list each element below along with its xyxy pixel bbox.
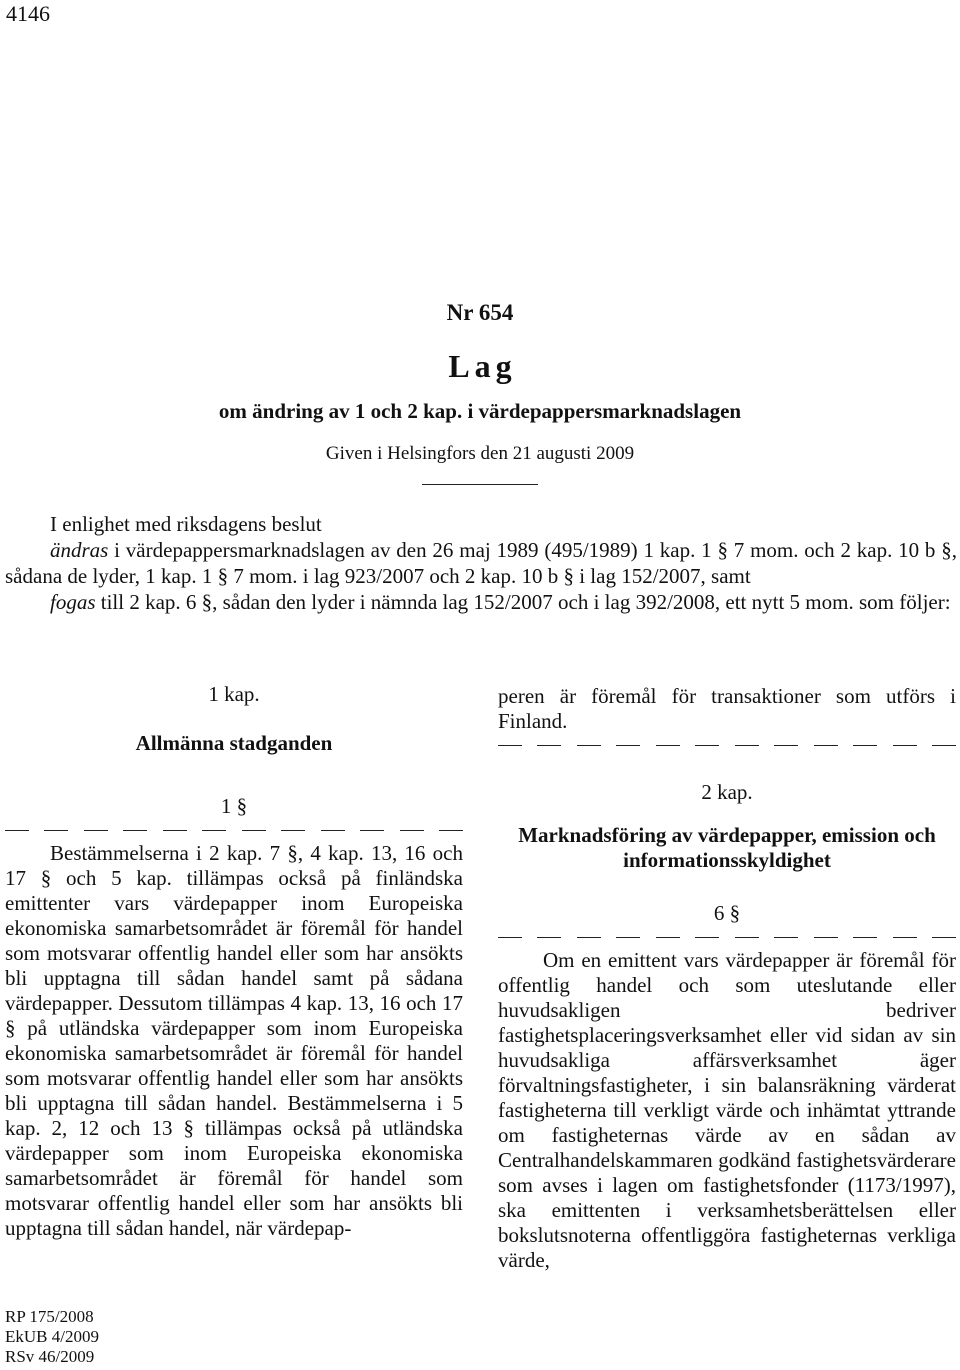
addition-clause — [5, 589, 957, 615]
preparatory-works — [5, 1307, 99, 1367]
andras-keyword: ändras — [50, 538, 109, 562]
omission-dashes — [498, 930, 956, 944]
chapter-2-heading: Marknadsföring av värdepapper, emission och informationsskyldighet — [518, 823, 936, 872]
amendment-text: i värdepappersmarknadslagen av den 26 maj 1989 (495/1989) 1 kap. 1 § 7 mom. och 2 kap. 10 b §, sådana de lyder, 1 kap. 1 § 7 mom. i lag 923/2007 och 2 kap. 10 b § i lag 152/2007, samt — [5, 538, 957, 588]
committee-report-ref: EkUB 4/2009 — [5, 1327, 99, 1346]
right-column — [498, 684, 956, 1273]
chapter-1-label: 1 kap. — [208, 682, 260, 706]
amendment-clause — [5, 537, 957, 589]
preamble-line: I enlighet med riksdagens beslut — [50, 512, 322, 536]
section-6-label: 6 § — [713, 901, 741, 925]
section-1-text-continued: peren är föremål för transaktioner som utförs i Finland. — [498, 684, 956, 733]
preamble — [5, 511, 957, 615]
omission-dashes — [498, 738, 956, 752]
omission-dashes — [5, 823, 463, 837]
document-heading: Lag — [448, 348, 517, 384]
chapter-2-label: 2 kap. — [701, 780, 753, 804]
document-title: om ändring av 1 och 2 kap. i värdepappersmarknadslagen — [218, 399, 742, 423]
addition-text: till 2 kap. 6 §, sådan den lyder i nämnda lag 152/2007 och i lag 392/2008, ett nytt 5 mom. som följer: — [95, 590, 951, 614]
fogas-keyword: fogas — [50, 590, 96, 614]
section-1-text: Bestämmelserna i 2 kap. 7 §, 4 kap. 13, 16 och 17 § och 5 kap. tillämpas också på finländska emittenter vars värdepapper inom Europeiska ekonomiska samarbetsområdet är föremål för handel som motsvarar offentlig handel eller som har ansökts bli upptagna till sådan handel samt på sådana värdepapper. Dessutom tillämpas 4 kap. 13, 16 och 17 § på utländska värdepapper som inom Europeiska ekonomiska samarbetsområdet är föremål för handel som motsvarar offentlig handel eller som har ansökts bli upptagna till sådan handel. Bestämmelserna i 5 kap. 2, 12 och 13 § tillämpas också på utländska värdepapper som inom Europeiska ekonomiska samarbetsområdet är föremål för handel som motsvarar offentlig handel eller som har ansökts bli upptagna till sådan handel, när värdepap- — [5, 841, 463, 1240]
government-proposal-ref: RP 175/2008 — [5, 1307, 94, 1326]
section-1-label: 1 § — [220, 794, 248, 818]
left-column — [5, 682, 463, 1241]
page-number: 4146 — [6, 1, 50, 26]
parliament-reply-ref: RSv 46/2009 — [5, 1347, 95, 1366]
title-divider — [422, 484, 538, 485]
statute-number: Nr 654 — [446, 300, 514, 325]
chapter-1-heading: Allmänna stadganden — [135, 731, 333, 755]
given-date-line: Given i Helsingfors den 21 augusti 2009 — [325, 443, 635, 464]
section-6-text: Om en emittent vars värdepapper är föremål för offentlig handel och som uteslutande eller huvudsakligen bedriver fastighetsplaceringsverksamhet eller vid sidan av sin huvudsakliga affärsverksamhet äger förvaltningsfastigheter, i sin balansräkning värderat fastigheterna till verkligt värde och inhämtat yttrande om fastigheternas värde av en sådan av Centralhandelskammaren godkänd fastighetsvärderare som avses i lagen om fastighetsfonder (1173/1997), ska emittenten i verksamhetsberättelsen eller bokslutsnoterna offentliggöra fastigheternas verkliga värde, — [498, 948, 956, 1272]
